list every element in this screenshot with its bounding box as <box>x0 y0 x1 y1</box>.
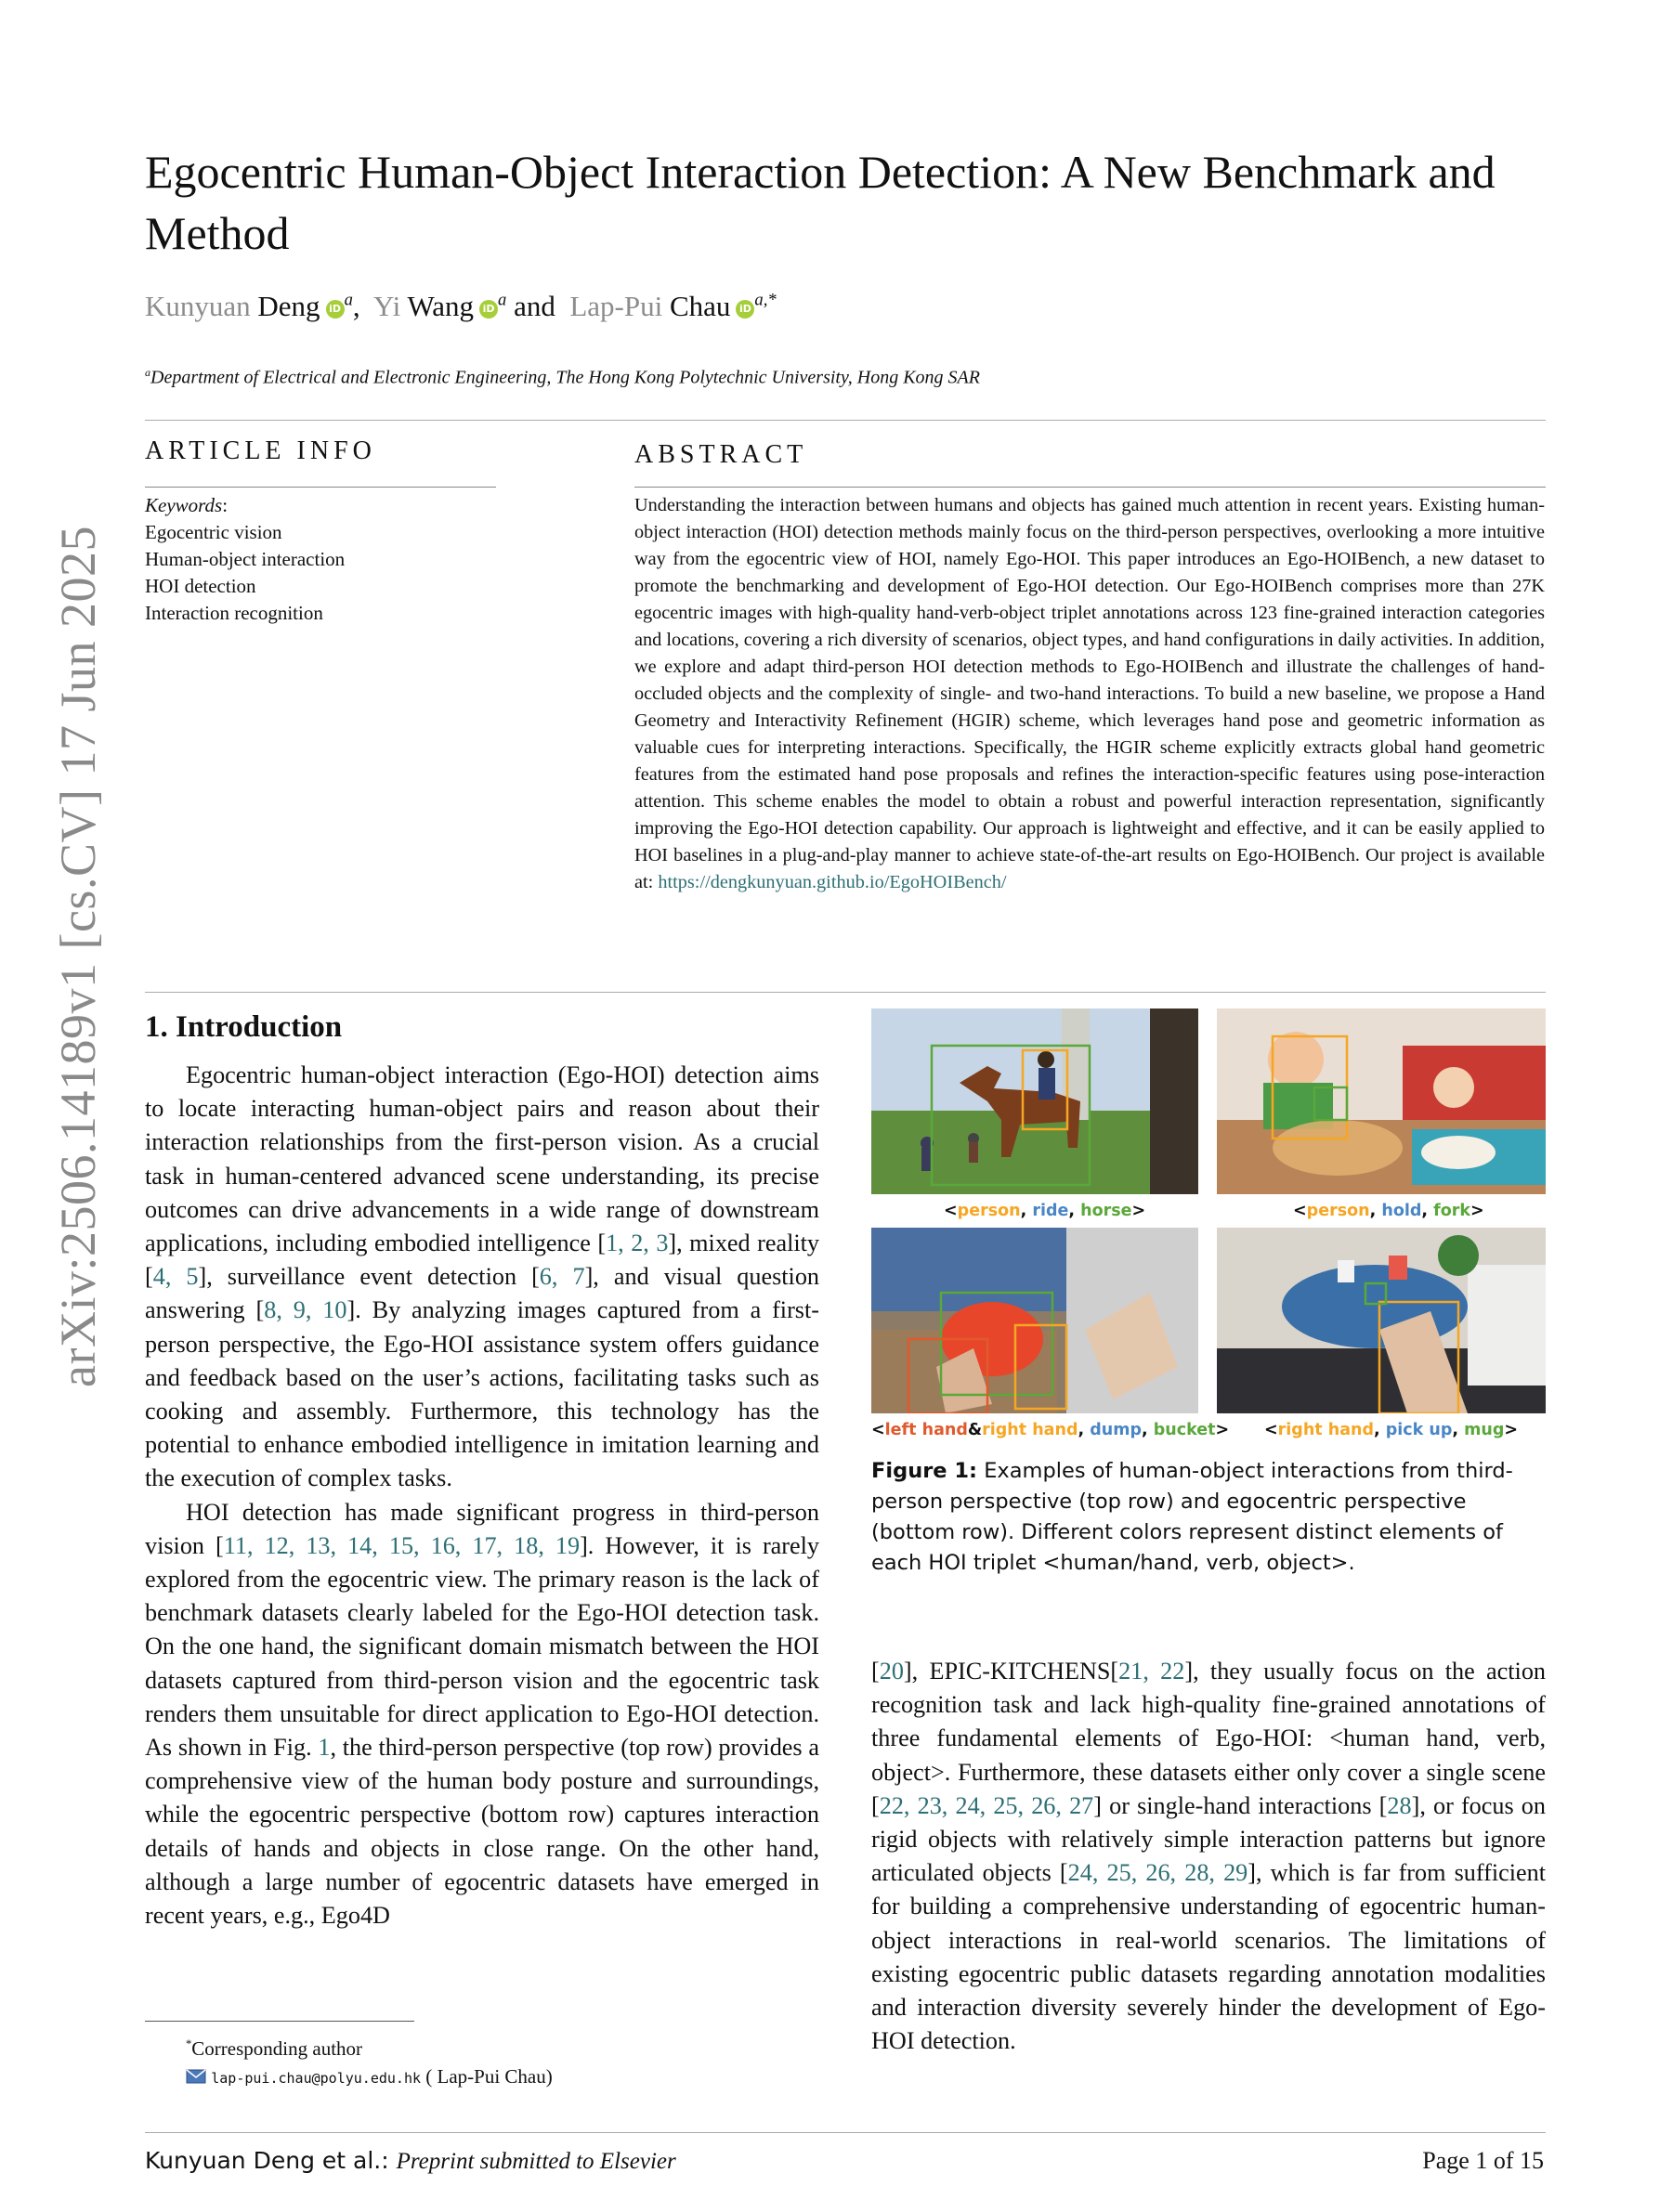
citation-link[interactable]: 1, 2, 3 <box>606 1230 669 1257</box>
divider <box>145 992 1546 993</box>
citation-link[interactable]: 24, 25, 26, 28, 29 <box>1067 1859 1248 1887</box>
page-number: Page 1 of 15 <box>1422 2147 1544 2174</box>
panel-label: <person, ride, horse> <box>944 1202 1146 1220</box>
orcid-icon[interactable]: iD <box>479 300 498 319</box>
footer-citation: Kunyuan Deng et al.: Preprint submitted to Elsevier <box>145 2147 676 2174</box>
author-2[interactable]: Yi Wang <box>372 290 475 322</box>
paragraph: HOI detection has made significant progress in third-person vision [11, 12, 13, 14, 15, 16, 17, 18, 19]. However, it is rarely explored from the egocentric view. The primary reason is the lack of benchmark datasets clearly labeled for the Ego-HOI detection task. On the one hand, the significant domain mismatch between the HOI datasets captured from third-person vision and the egocentric task renders them unsuitable for direct application to Ego-HOI detection. As shown in Fig. 1, the third-person perspective (top row) provides a comprehensive view of the human body posture and surroundings, while the egocentric perspective (bottom row) captures interaction details of hands and objects in close range. On the other hand, although a large number of egocentric datasets have emerged in recent years, e.g., Ego4D <box>145 1498 819 1930</box>
figure-panel-bucket <box>871 1228 1198 1413</box>
ego-bucket-photo <box>871 1228 1198 1413</box>
keywords: Keywords: Egocentric vision Human-object interaction HOI detection Interaction recognition <box>145 492 345 627</box>
divider <box>634 487 1546 488</box>
envelope-icon <box>186 2063 206 2078</box>
panel-label: <right hand, pick up, mug> <box>1264 1421 1519 1439</box>
figure-panel-horse <box>871 1008 1198 1194</box>
paragraph: Egocentric human-object interaction (Ego-HOI) detection aims to locate interacting human-object pairs and reason about their interaction relationships from the first-person vision. As a crucial task in human-centered advanced scene understanding, its precise outcomes can drive advancements in a wide range of downstream applications, including embodied intelligence [1, 2, 3], mixed reality [4, 5], surveillance event detection [6, 7], and visual question answering [8, 9, 10]. By analyzing images captured from a first-person perspective, the Ego-HOI assistance system offers guidance and feedback based on the user’s actions, facilitating tasks such as cooking and assembly. Furthermore, this technology has the potential to enhance embodied intelligence in imitation learning and the execution of complex tasks. <box>145 1061 820 1492</box>
paper-title: Egocentric Human-Object Interaction Detection: A New Benchmark and Method <box>145 146 1496 259</box>
author-conjunction: and <box>514 290 555 322</box>
intro-left-column <box>145 1059 819 1932</box>
keyword: Egocentric vision <box>145 521 282 543</box>
abstract-body: Understanding the interaction between humans and objects has gained much attention in recent years. Existing human-object interaction (HOI) detection methods mainly focus on the third-person perspectives, overlooking a more intuitive way from the egocentric view of HOI, namely Ego-HOI. This paper introduces an Ego-HOIBench, a new dataset to promote the benchmarking and development of Ego-HOI detection. Our Ego-HOIBench comprises more than 27K egocentric images with high-quality hand-verb-object triplet annotations across 123 fine-grained interaction categories and locations, covering a rich diversity of scenarios, object types, and hand configurations in daily activities. In addition, we explore and adapt third-person HOI detection methods to Ego-HOIBench and illustrate the challenges of hand-occluded objects and the complexity of single- and two-hand interactions. To build a new baseline, we propose a Hand Geometry and Interactivity Refinement (HGIR) scheme, which leverages hand pose and geometric information as valuable cues for interpreting interactions. Specifically, the HGIR scheme explicitly extracts global hand geometric features from the estimated hand pose proposals and refines the interaction-specific features using pose-interaction attention. This scheme enables the model to obtain a robust and powerful interaction representation, significantly improving the Ego-HOI detection capability. Our approach is lightweight and effective, and it can be easily applied to HOI baselines in a plug-and-play manner to achieve state-of-the-art results on Ego-HOIBench. Our project is available at: https://dengkunyuan.github.io/EgoHOIBench/ <box>634 495 1545 892</box>
horse-photo <box>871 1008 1198 1194</box>
abstract-heading: ABSTRACT <box>634 440 808 469</box>
intro-right-column <box>871 1655 1546 2058</box>
citation-link[interactable]: 22, 23, 24, 25, 26, 27 <box>879 1791 1094 1819</box>
citation-link[interactable]: 28 <box>1387 1791 1412 1819</box>
citation-link[interactable]: 11, 12, 13, 14, 15, 16, 17, 18, 19 <box>223 1531 581 1559</box>
arxiv-stamp: arXiv:2506.14189v1 [cs.CV] 17 Jun 2025 <box>50 526 106 1387</box>
article-info-heading: ARTICLE INFO <box>145 436 376 465</box>
figure-panel-mug <box>1217 1228 1546 1413</box>
child-eating-photo <box>1217 1008 1546 1194</box>
divider <box>145 2132 1546 2133</box>
keyword: Interaction recognition <box>145 602 323 624</box>
citation-link[interactable]: 21, 22 <box>1118 1658 1185 1685</box>
figure-panel-fork <box>1217 1008 1546 1194</box>
footnote: *Corresponding author lap-pui.chau@polyu.edu.hk ( Lap-Pui Chau) <box>186 2037 553 2088</box>
author-list: Kunyuan Deng iD $^a$, Yi Wang iD $^a$ and Lap-Pui Chau iD $^{a,*}$ <box>145 290 777 322</box>
figure-caption: Figure 1: Examples of human-object interactions from third-person perspective (top row) and egocentric perspective (bottom row). Different colors represent distinct elements of each HOI triplet <human/hand, verb, object>. <box>871 1459 1513 1575</box>
author-3[interactable]: Lap-Pui Chau <box>569 290 731 322</box>
author-1[interactable]: Kunyuan Deng <box>145 290 320 322</box>
citation-link[interactable]: 8, 9, 10 <box>264 1296 347 1324</box>
paragraph: [20], EPIC-KITCHENS[21, 22], they usually focus on the action recognition task and lack high-quality fine-grained annotations of three fundamental elements of Ego-HOI: <human hand, verb, object>. Furthermore, these datasets either only cover a single scene [22, 23, 24, 25, 26, 27] or single-hand interactions [28], or focus on rigid objects with relatively simple interaction patterns but ignore articulated objects [24, 25, 26, 28, 29], which is far from sufficient for building a comprehensive understanding of egocentric human-object interactions in real-world scenarios. The limitations of existing egocentric public datasets regarding annotation modalities and interaction diversity severely hinder the development of Ego-HOI detection. <box>871 1658 1547 2055</box>
panel-label: <person, hold, fork> <box>1293 1202 1484 1220</box>
footnote-divider <box>145 2021 414 2022</box>
orcid-icon[interactable]: iD <box>736 300 754 319</box>
citation-link[interactable]: 20 <box>879 1658 904 1685</box>
project-link[interactable]: https://dengkunyuan.github.io/EgoHOIBench/ <box>658 872 1007 892</box>
figure-reference-link[interactable]: 1 <box>318 1734 331 1762</box>
citation-link[interactable]: 6, 7 <box>539 1263 585 1291</box>
affiliation: $^a$Department of Electrical and Electronic Engineering, The Hong Kong Polytechnic University, Hong Kong SAR <box>145 366 980 388</box>
email-link[interactable]: lap-pui.chau@polyu.edu.hk <box>211 2070 422 2087</box>
divider <box>145 487 496 488</box>
keyword: Human-object interaction <box>145 548 346 570</box>
citation-link[interactable]: 4, 5 <box>152 1263 199 1291</box>
ego-mug-photo <box>1217 1228 1546 1413</box>
panel-label: <left hand&right hand, dump, bucket> <box>871 1421 1230 1439</box>
orcid-icon[interactable]: iD <box>326 300 345 319</box>
section-heading-introduction: 1. Introduction <box>145 1010 343 1044</box>
divider <box>145 420 1546 421</box>
keyword: HOI detection <box>145 575 256 597</box>
